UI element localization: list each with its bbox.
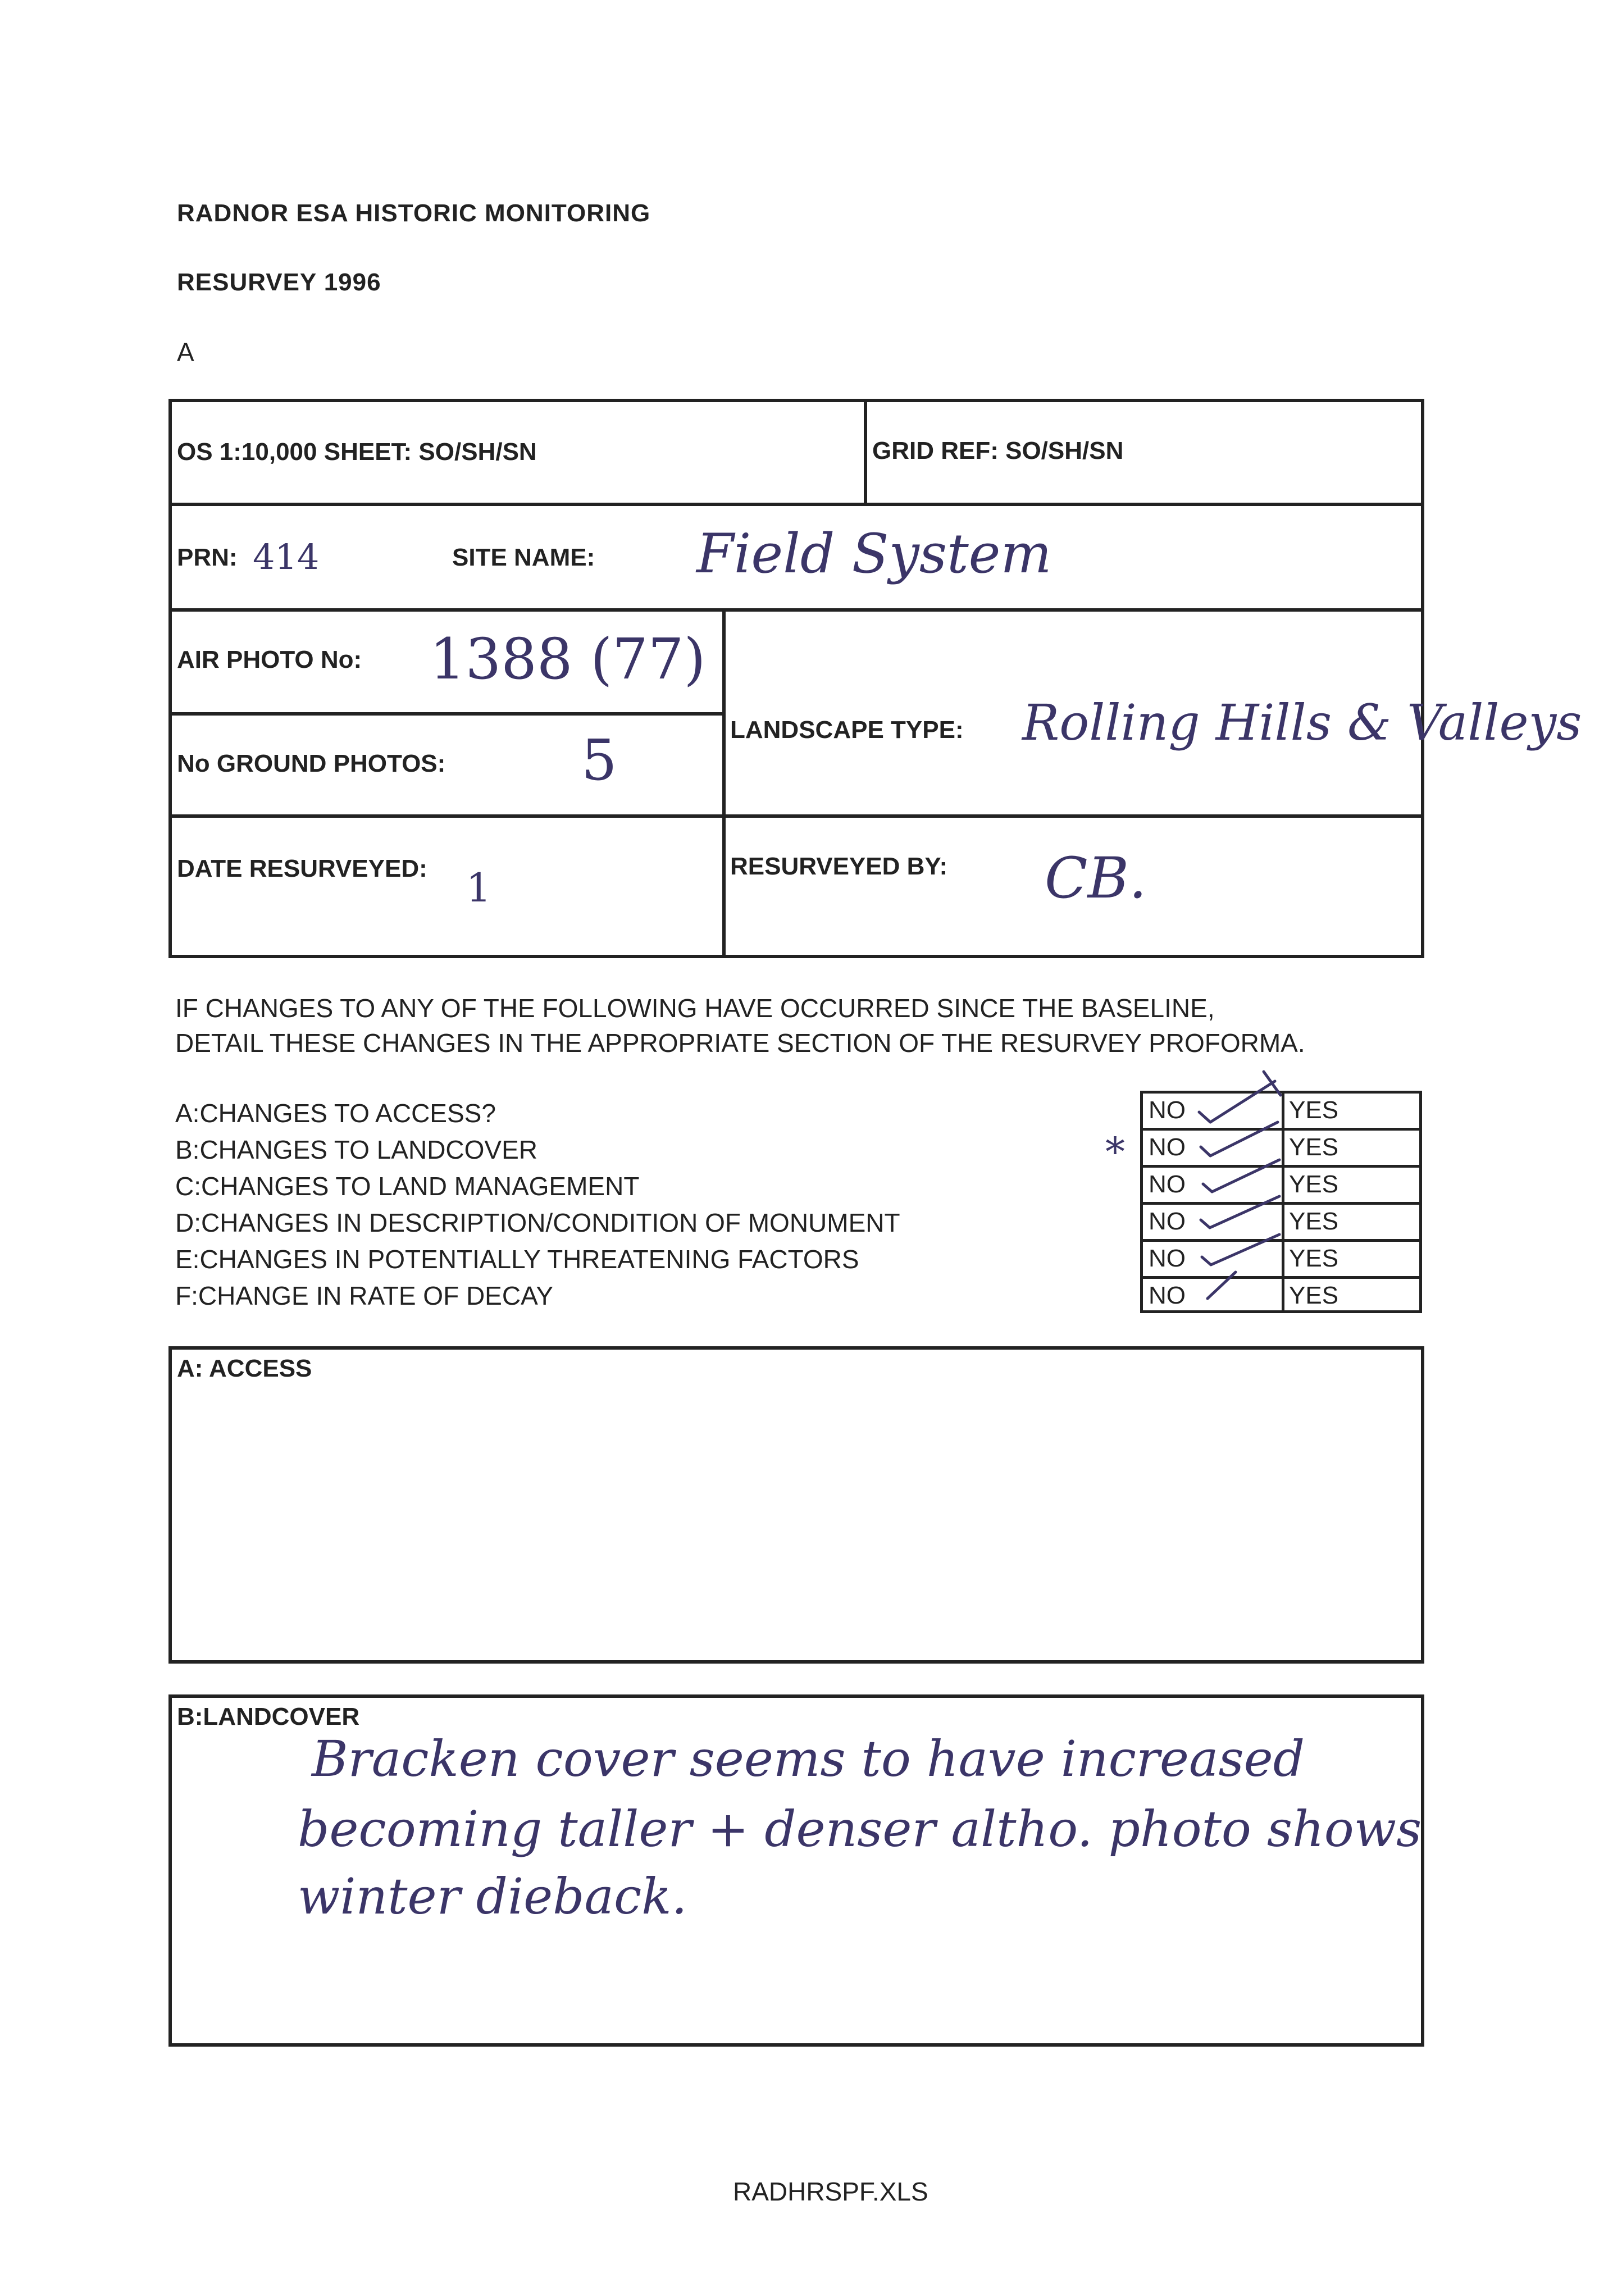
yes-option: YES	[1289, 1245, 1339, 1272]
checklist-item-landcover: B:CHANGES TO LANDCOVER	[175, 1135, 538, 1164]
asterisk-mark: *	[1105, 1129, 1125, 1175]
resurveyed-by-value: CB.	[1045, 845, 1147, 911]
form-title: RADNOR ESA HISTORIC MONITORING	[177, 199, 651, 227]
landcover-note-line-1: Bracken cover seems to have increased	[312, 1730, 1305, 1788]
yes-option: YES	[1289, 1282, 1339, 1309]
site-name-label: SITE NAME:	[452, 544, 595, 571]
date-resurveyed-value: 1	[466, 865, 491, 911]
tick-mark	[1199, 1081, 1275, 1122]
prn-value: 414	[253, 536, 320, 577]
yes-option: YES	[1289, 1170, 1339, 1198]
no-option: NO	[1149, 1245, 1186, 1272]
form-code: A	[177, 338, 194, 367]
yes-option: YES	[1289, 1133, 1339, 1161]
tick-mark	[1203, 1160, 1279, 1192]
col-divider	[722, 608, 726, 958]
landscape-type-value: Rolling Hills & Valleys	[1022, 694, 1582, 751]
no-option: NO	[1149, 1208, 1186, 1235]
tick-mark	[1208, 1272, 1236, 1299]
tick-mark	[1201, 1122, 1278, 1156]
access-section-label: A: ACCESS	[177, 1355, 312, 1382]
no-option: NO	[1149, 1282, 1186, 1309]
landscape-type-label: LANDSCAPE TYPE:	[730, 716, 964, 744]
grid-ref-label: GRID REF: SO/SH/SN	[872, 437, 1124, 464]
handwritten-ticks	[1101, 1056, 1325, 1320]
form-subtitle: RESURVEY 1996	[177, 268, 381, 296]
tick-mark	[1264, 1072, 1281, 1095]
resurveyed-by-label: RESURVEYED BY:	[730, 853, 948, 880]
prn-label: PRN:	[177, 544, 238, 571]
yes-option: YES	[1289, 1208, 1339, 1235]
ground-photos-label: No GROUND PHOTOS:	[177, 750, 446, 777]
checklist-item-land-management: C:CHANGES TO LAND MANAGEMENT	[175, 1172, 640, 1201]
tick-mark	[1201, 1196, 1279, 1228]
checklist-item-decay: F:CHANGE IN RATE OF DECAY	[175, 1281, 554, 1310]
access-section	[168, 1346, 1424, 1664]
footer-filename: RADHRSPF.XLS	[733, 2177, 928, 2206]
no-option: NO	[1149, 1133, 1186, 1161]
instructions-line-1: IF CHANGES TO ANY OF THE FOLLOWING HAVE OCCURRED SINCE THE BASELINE,	[175, 994, 1215, 1023]
tick-mark	[1202, 1234, 1279, 1265]
no-option: NO	[1149, 1170, 1186, 1198]
row-divider	[168, 814, 1424, 818]
checklist-item-threats: E:CHANGES IN POTENTIALLY THREATENING FACTORS	[175, 1245, 859, 1274]
os-sheet-label: OS 1:10,000 SHEET: SO/SH/SN	[177, 438, 537, 466]
landcover-note-line-3: winter dieback.	[298, 1867, 687, 1925]
row-divider	[168, 712, 725, 716]
site-name-value: Field System	[696, 522, 1052, 585]
checklist-item-monument: D:CHANGES IN DESCRIPTION/CONDITION OF MONUMENT	[175, 1208, 900, 1237]
checklist-item-access: A:CHANGES TO ACCESS?	[175, 1099, 496, 1128]
air-photo-value: 1388 (77)	[430, 626, 706, 692]
air-photo-label: AIR PHOTO No:	[177, 646, 362, 673]
row-divider	[168, 608, 1424, 612]
row-divider	[168, 503, 1424, 506]
no-option: NO	[1149, 1096, 1186, 1124]
ground-photos-value: 5	[581, 727, 617, 793]
date-resurveyed-label: DATE RESURVEYED:	[177, 855, 427, 882]
landcover-note-line-2: becoming taller + denser altho. photo shows	[298, 1800, 1422, 1858]
yes-option: YES	[1289, 1096, 1339, 1124]
instructions-line-2: DETAIL THESE CHANGES IN THE APPROPRIATE SECTION OF THE RESURVEY PROFORMA.	[175, 1028, 1305, 1058]
landcover-section-label: B:LANDCOVER	[177, 1703, 360, 1730]
col-divider	[864, 399, 867, 504]
